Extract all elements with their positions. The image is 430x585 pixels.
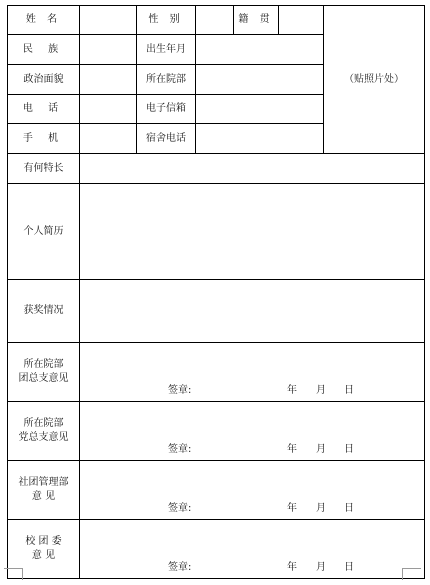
day-label: 日 [344,562,354,573]
row-club-opinion [8,461,425,520]
mobile-field[interactable] [80,124,137,154]
mobile-label: 手 机 [8,124,80,154]
ethnicity-field[interactable] [80,35,137,65]
email-label: 电子信箱 [137,95,196,124]
month-label: 月 [316,503,326,514]
specialty-label: 有何特长 [8,154,80,184]
name-label: 姓 名 [8,6,80,35]
school-opinion-field[interactable] [80,520,425,579]
department-label: 所在院部 [137,65,196,95]
political-label: 政治面貌 [8,65,80,95]
photo-placeholder [324,6,425,154]
row-name [8,6,425,35]
sign-label: 签章: [168,562,192,573]
sign-label: 签章: [168,444,192,455]
day-label: 日 [344,503,354,514]
awards-field[interactable] [80,280,425,343]
party-opinion-field[interactable] [80,402,425,461]
row-resume [8,184,425,280]
sign-label: 签章: [168,385,192,396]
club-opinion-field[interactable] [80,461,425,520]
awards-label: 获奖情况 [8,280,80,343]
photo-label: （贴照片处） [344,73,404,85]
sign-label: 签章: [168,503,192,514]
month-label: 月 [316,562,326,573]
phone-field[interactable] [80,95,137,124]
month-label: 月 [316,385,326,396]
resume-label: 个人简历 [8,184,80,280]
native-place-field[interactable] [279,6,324,35]
year-label: 年 [287,444,297,455]
birth-field[interactable] [196,35,324,65]
native-place-label: 籍 贯 [234,6,279,35]
department-field[interactable] [196,65,324,95]
year-label: 年 [287,385,297,396]
political-field[interactable] [80,65,137,95]
school-opinion-label: 校 团 委 意 见 [8,520,80,579]
crop-mark-bottom-left [4,568,23,580]
resume-field[interactable] [80,184,425,280]
row-school-opinion [8,520,425,579]
dorm-phone-label: 宿舍电话 [137,124,196,154]
phone-label: 电 话 [8,95,80,124]
specialty-field[interactable] [80,154,425,184]
dorm-phone-field[interactable] [196,124,324,154]
email-field[interactable] [196,95,324,124]
month-label: 月 [316,444,326,455]
row-league-opinion [8,343,425,402]
row-specialty [8,154,425,184]
name-field[interactable] [80,6,137,35]
party-opinion-label: 所在院部 党总支意见 [8,402,80,461]
club-opinion-label: 社团管理部 意 见 [8,461,80,520]
ethnicity-label: 民 族 [8,35,80,65]
registration-form-table [7,5,425,579]
year-label: 年 [287,562,297,573]
league-opinion-label: 所在院部 团总支意见 [8,343,80,402]
row-awards [8,280,425,343]
birth-label: 出生年月 [137,35,196,65]
gender-label: 性 别 [137,6,196,35]
row-party-opinion [8,402,425,461]
day-label: 日 [344,444,354,455]
gender-field[interactable] [196,6,234,35]
day-label: 日 [344,385,354,396]
year-label: 年 [287,503,297,514]
league-opinion-field[interactable] [80,343,425,402]
crop-mark-bottom-right [402,568,421,580]
